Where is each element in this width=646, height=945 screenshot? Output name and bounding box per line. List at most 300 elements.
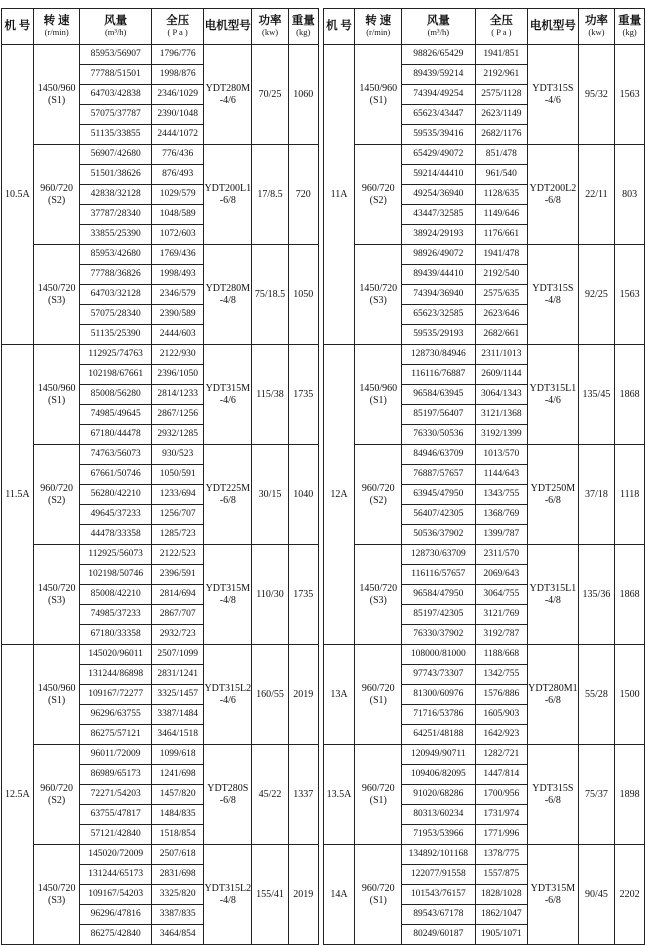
airflow-cell: 109406/82095 — [402, 765, 475, 785]
power-cell: 115/38 — [252, 345, 289, 445]
pressure-cell: 2575/1128 — [475, 85, 528, 105]
airflow-cell: 72271/54203 — [80, 785, 151, 805]
motor-model: YDT315S — [532, 83, 574, 94]
motor-cell — [528, 45, 578, 145]
power-cell: 75/37 — [578, 745, 615, 845]
motor-poles: -4/8 — [219, 594, 236, 606]
speed-value: 1450/720 — [359, 283, 398, 294]
pressure-cell: 1343/755 — [475, 485, 528, 505]
fan-model-cell: 12A — [323, 345, 355, 645]
airflow-cell: 56280/42210 — [80, 485, 151, 505]
pressure-cell: 1128/635 — [475, 185, 528, 205]
airflow-cell: 96296/63755 — [80, 705, 151, 725]
weight-cell: 1050 — [288, 245, 318, 345]
motor-cell — [204, 545, 252, 645]
table-row — [323, 745, 644, 765]
pressure-cell: 1998/493 — [151, 265, 204, 285]
speed-value: 1450/960 — [37, 683, 76, 694]
table-row — [2, 645, 319, 665]
motor-model: YDT315L2 — [204, 883, 252, 894]
speed-cell — [33, 545, 80, 645]
motor-model: YDT225M — [205, 483, 251, 494]
airflow-cell: 85008/56280 — [80, 385, 151, 405]
pressure-cell: 3121/1368 — [475, 405, 528, 425]
motor-cell — [528, 245, 578, 345]
airflow-cell: 85953/42680 — [80, 245, 151, 265]
motor-cell — [528, 545, 578, 645]
motor-model: YDT315L1 — [529, 383, 577, 394]
spec-table-left — [1, 8, 319, 945]
power-cell: 135/36 — [578, 545, 615, 645]
motor-cell — [528, 145, 578, 245]
airflow-cell: 84946/63709 — [402, 445, 475, 465]
airflow-cell: 51135/25390 — [80, 325, 151, 345]
pressure-cell: 1700/956 — [475, 785, 528, 805]
pressure-cell: 851/478 — [475, 145, 528, 165]
airflow-cell: 56907/42680 — [80, 145, 151, 165]
pressure-cell: 3464/854 — [151, 925, 204, 945]
airflow-cell: 77788/51501 — [80, 65, 151, 85]
speed-series: (S1) — [369, 894, 387, 906]
weight-cell: 1868 — [615, 345, 645, 445]
pressure-cell: 1862/1047 — [475, 905, 528, 925]
airflow-cell: 85953/56907 — [80, 45, 151, 65]
airflow-cell: 76887/57657 — [402, 465, 475, 485]
motor-cell — [528, 745, 578, 845]
airflow-cell: 89439/44410 — [402, 265, 475, 285]
weight-cell: 2019 — [288, 645, 318, 745]
pressure-cell: 1576/886 — [475, 685, 528, 705]
header-row — [2, 9, 319, 45]
motor-model: YDT280M — [205, 283, 251, 294]
pressure-cell: 2390/1048 — [151, 105, 204, 125]
speed-value: 1450/720 — [359, 583, 398, 594]
pressure-cell: 2396/591 — [151, 565, 204, 585]
speed-value: 960/720 — [40, 483, 73, 494]
speed-cell — [33, 145, 80, 245]
pressure-cell: 2623/646 — [475, 305, 528, 325]
speed-cell — [355, 145, 402, 245]
motor-poles: -4/8 — [544, 294, 561, 306]
motor-poles: -6/8 — [219, 194, 236, 206]
airflow-cell: 101543/76157 — [402, 885, 475, 905]
airflow-cell: 80313/60234 — [402, 805, 475, 825]
airflow-cell: 131244/86898 — [80, 665, 151, 685]
speed-value: 960/720 — [40, 183, 73, 194]
airflow-cell: 96296/47816 — [80, 905, 151, 925]
motor-poles: -6/8 — [544, 194, 561, 206]
pressure-cell: 1050/591 — [151, 465, 204, 485]
airflow-cell: 42838/32128 — [80, 185, 151, 205]
header-pressure: 全压 ( P a ) — [475, 9, 528, 45]
motor-poles: -6/8 — [544, 794, 561, 806]
airflow-cell: 71953/53966 — [402, 825, 475, 845]
motor-cell — [528, 845, 578, 945]
speed-series: (S3) — [369, 594, 387, 606]
power-cell: 22/11 — [578, 145, 615, 245]
pressure-cell: 1149/646 — [475, 205, 528, 225]
table-row — [323, 145, 644, 165]
airflow-cell: 65429/49072 — [402, 145, 475, 165]
pressure-cell: 3325/820 — [151, 885, 204, 905]
table-row — [2, 745, 319, 765]
motor-model: YDT315M — [205, 383, 251, 394]
speed-value: 960/720 — [361, 683, 395, 694]
airflow-cell: 71716/53786 — [402, 705, 475, 725]
speed-cell — [33, 245, 80, 345]
power-cell: 92/25 — [578, 245, 615, 345]
pressure-cell: 1769/436 — [151, 245, 204, 265]
pressure-cell: 930/523 — [151, 445, 204, 465]
speed-series: (S3) — [48, 594, 66, 606]
power-cell: 55/28 — [578, 645, 615, 745]
pressure-cell: 2507/1099 — [151, 645, 204, 665]
fan-model-cell: 11A — [323, 45, 355, 345]
pressure-cell: 1731/974 — [475, 805, 528, 825]
pressure-cell: 1144/643 — [475, 465, 528, 485]
motor-model: YDT315M — [530, 883, 576, 894]
pressure-cell: 1518/854 — [151, 825, 204, 845]
power-cell: 45/22 — [252, 745, 289, 845]
pressure-cell: 1029/579 — [151, 185, 204, 205]
weight-cell: 1500 — [615, 645, 645, 745]
header-row — [323, 9, 644, 45]
motor-cell — [528, 445, 578, 545]
motor-cell — [204, 745, 252, 845]
pressure-cell: 3387/1484 — [151, 705, 204, 725]
pressure-cell: 1241/698 — [151, 765, 204, 785]
motor-model: YDT315M — [205, 583, 251, 594]
airflow-cell: 57075/28340 — [80, 305, 151, 325]
speed-value: 1450/720 — [37, 583, 76, 594]
pressure-cell: 2444/603 — [151, 325, 204, 345]
airflow-cell: 85008/42210 — [80, 585, 151, 605]
pressure-cell: 2507/618 — [151, 845, 204, 865]
table-row — [323, 445, 644, 465]
header-power: 功率 (kw) — [578, 9, 615, 45]
power-cell: 17/8.5 — [252, 145, 289, 245]
pressure-cell: 1099/618 — [151, 745, 204, 765]
pressure-cell: 1796/776 — [151, 45, 204, 65]
speed-series: (S1) — [369, 794, 387, 806]
header-speed: 转 速 (r/min) — [355, 9, 402, 45]
motor-cell — [204, 245, 252, 345]
airflow-cell: 77788/36826 — [80, 265, 151, 285]
pressure-cell: 2814/694 — [151, 585, 204, 605]
speed-value: 960/720 — [361, 483, 395, 494]
pressure-cell: 2867/1256 — [151, 405, 204, 425]
speed-series: (S3) — [48, 294, 66, 306]
airflow-cell: 122077/91558 — [402, 865, 475, 885]
power-cell: 95/32 — [578, 45, 615, 145]
weight-cell: 1060 — [288, 45, 318, 145]
table-row — [323, 245, 644, 265]
motor-model: YDT250M — [530, 483, 576, 494]
airflow-cell: 108000/81000 — [402, 645, 475, 665]
airflow-cell: 63755/47817 — [80, 805, 151, 825]
power-cell: 135/45 — [578, 345, 615, 445]
table-row — [323, 845, 644, 865]
airflow-cell: 37787/28340 — [80, 205, 151, 225]
airflow-cell: 112925/74763 — [80, 345, 151, 365]
header-airflow: 风量 (m³/h) — [80, 9, 151, 45]
speed-cell — [33, 345, 80, 445]
table-row — [323, 645, 644, 665]
airflow-cell: 89439/59214 — [402, 65, 475, 85]
fan-model-cell: 10.5A — [2, 45, 34, 345]
pressure-cell: 3325/1457 — [151, 685, 204, 705]
motor-cell — [528, 345, 578, 445]
airflow-cell: 102198/67661 — [80, 365, 151, 385]
motor-model: YDT200L1 — [204, 183, 252, 194]
airflow-cell: 80249/60187 — [402, 925, 475, 945]
fan-model-cell: 13.5A — [323, 745, 355, 845]
speed-cell — [33, 445, 80, 545]
speed-series: (S1) — [48, 94, 66, 106]
airflow-cell: 97743/73307 — [402, 665, 475, 685]
airflow-cell: 64703/42838 — [80, 85, 151, 105]
airflow-cell: 96011/72009 — [80, 745, 151, 765]
motor-poles: -4/8 — [219, 294, 236, 306]
airflow-cell: 102198/50746 — [80, 565, 151, 585]
speed-value: 960/720 — [361, 883, 395, 894]
fan-model-cell: 11.5A — [2, 345, 34, 645]
power-cell: 155/41 — [252, 845, 289, 945]
airflow-cell: 91020/68286 — [402, 785, 475, 805]
airflow-cell: 85197/56407 — [402, 405, 475, 425]
motor-poles: -4/8 — [544, 594, 561, 606]
speed-series: (S1) — [48, 694, 66, 706]
pressure-cell: 3192/787 — [475, 625, 528, 645]
weight-cell: 1040 — [288, 445, 318, 545]
pressure-cell: 2192/540 — [475, 265, 528, 285]
motor-cell — [528, 645, 578, 745]
pressure-cell: 1941/478 — [475, 245, 528, 265]
airflow-cell: 128730/84946 — [402, 345, 475, 365]
weight-cell: 2019 — [288, 845, 318, 945]
pressure-cell: 2814/1233 — [151, 385, 204, 405]
airflow-cell: 51501/38626 — [80, 165, 151, 185]
airflow-cell: 59214/44410 — [402, 165, 475, 185]
speed-value: 1450/720 — [37, 883, 76, 894]
airflow-cell: 98926/49072 — [402, 245, 475, 265]
header-speed: 转 速 (r/min) — [33, 9, 80, 45]
airflow-cell: 112925/56073 — [80, 545, 151, 565]
pressure-cell: 2346/1029 — [151, 85, 204, 105]
pressure-cell: 2831/1241 — [151, 665, 204, 685]
pressure-cell: 1233/694 — [151, 485, 204, 505]
power-cell: 160/55 — [252, 645, 289, 745]
header-weight: 重量 (kg) — [288, 9, 318, 45]
pressure-cell: 2682/1176 — [475, 125, 528, 145]
header-weight: 重量 (kg) — [615, 9, 645, 45]
motor-cell — [204, 345, 252, 445]
pressure-cell: 2932/1285 — [151, 425, 204, 445]
speed-value: 1450/720 — [37, 283, 76, 294]
speed-cell — [355, 545, 402, 645]
motor-poles: -6/8 — [544, 494, 561, 506]
table-row — [323, 545, 644, 565]
airflow-cell: 43447/32585 — [402, 205, 475, 225]
pressure-cell: 1642/923 — [475, 725, 528, 745]
weight-cell: 1118 — [615, 445, 645, 545]
airflow-cell: 74394/36940 — [402, 285, 475, 305]
airflow-cell: 65623/32585 — [402, 305, 475, 325]
header-model: 机 号 — [323, 9, 355, 45]
pressure-cell: 2390/589 — [151, 305, 204, 325]
speed-value: 1450/960 — [37, 83, 76, 94]
airflow-cell: 76330/37902 — [402, 625, 475, 645]
airflow-cell: 85197/42305 — [402, 605, 475, 625]
pressure-cell: 1048/589 — [151, 205, 204, 225]
motor-poles: -6/8 — [544, 894, 561, 906]
pressure-cell: 1457/820 — [151, 785, 204, 805]
weight-cell: 1898 — [615, 745, 645, 845]
airflow-cell: 134892/101168 — [402, 845, 475, 865]
speed-cell — [355, 45, 402, 145]
pressure-cell: 1378/775 — [475, 845, 528, 865]
airflow-cell: 67180/44478 — [80, 425, 151, 445]
airflow-cell: 38924/29193 — [402, 225, 475, 245]
power-cell: 30/15 — [252, 445, 289, 545]
airflow-cell: 67661/50746 — [80, 465, 151, 485]
pressure-cell: 1605/903 — [475, 705, 528, 725]
pressure-cell: 1285/723 — [151, 525, 204, 545]
pressure-cell: 1484/835 — [151, 805, 204, 825]
pressure-cell: 2444/1072 — [151, 125, 204, 145]
motor-model: YDT315S — [532, 783, 574, 794]
speed-value: 960/720 — [361, 183, 395, 194]
airflow-cell: 145020/96011 — [80, 645, 151, 665]
airflow-cell: 145020/72009 — [80, 845, 151, 865]
speed-cell — [33, 745, 80, 845]
weight-cell: 720 — [288, 145, 318, 245]
pressure-cell: 2346/579 — [151, 285, 204, 305]
pressure-cell: 2932/723 — [151, 625, 204, 645]
motor-poles: -4/6 — [544, 394, 561, 406]
airflow-cell: 74394/49254 — [402, 85, 475, 105]
pressure-cell: 2122/930 — [151, 345, 204, 365]
airflow-cell: 56407/42305 — [402, 505, 475, 525]
airflow-cell: 109167/72277 — [80, 685, 151, 705]
airflow-cell: 65623/43447 — [402, 105, 475, 125]
weight-cell: 803 — [615, 145, 645, 245]
airflow-cell: 81300/60976 — [402, 685, 475, 705]
speed-series: (S2) — [48, 494, 66, 506]
airflow-cell: 98826/65429 — [402, 45, 475, 65]
speed-cell — [33, 845, 80, 945]
pressure-cell: 2831/698 — [151, 865, 204, 885]
weight-cell: 1563 — [615, 45, 645, 145]
table-row — [2, 845, 319, 865]
motor-cell — [204, 645, 252, 745]
weight-cell: 1563 — [615, 245, 645, 345]
airflow-cell: 128730/63709 — [402, 545, 475, 565]
speed-cell — [355, 645, 402, 745]
pressure-cell: 3192/1399 — [475, 425, 528, 445]
pressure-cell: 1013/570 — [475, 445, 528, 465]
airflow-cell: 86275/57121 — [80, 725, 151, 745]
airflow-cell: 109167/54203 — [80, 885, 151, 905]
airflow-cell: 116116/57657 — [402, 565, 475, 585]
pressure-cell: 2867/707 — [151, 605, 204, 625]
power-cell: 75/18.5 — [252, 245, 289, 345]
header-airflow: 风量 (m³/h) — [402, 9, 475, 45]
table-row — [2, 245, 319, 265]
pressure-cell: 1905/1071 — [475, 925, 528, 945]
weight-cell: 1868 — [615, 545, 645, 645]
fan-model-cell: 13A — [323, 645, 355, 745]
speed-series: (S2) — [48, 194, 66, 206]
pressure-cell: 1447/814 — [475, 765, 528, 785]
speed-series: (S3) — [369, 294, 387, 306]
airflow-cell: 51135/33855 — [80, 125, 151, 145]
speed-series: (S1) — [48, 394, 66, 406]
pressure-cell: 1342/755 — [475, 665, 528, 685]
pressure-cell: 2122/523 — [151, 545, 204, 565]
motor-model: YDT200L2 — [529, 183, 577, 194]
airflow-cell: 33855/25390 — [80, 225, 151, 245]
motor-model: YDT315L2 — [204, 683, 252, 694]
weight-cell: 2202 — [615, 845, 645, 945]
spec-table-right — [323, 8, 645, 945]
pressure-cell: 2311/1013 — [475, 345, 528, 365]
airflow-cell: 59535/39416 — [402, 125, 475, 145]
airflow-cell: 67180/33358 — [80, 625, 151, 645]
header-power: 功率 (kw) — [252, 9, 289, 45]
airflow-cell: 57121/42840 — [80, 825, 151, 845]
table-row — [2, 145, 319, 165]
airflow-cell: 76330/50536 — [402, 425, 475, 445]
table-row — [2, 545, 319, 565]
table-row — [323, 345, 644, 365]
fan-spec-tables — [1, 8, 645, 945]
airflow-cell: 49645/37233 — [80, 505, 151, 525]
airflow-cell: 89543/67178 — [402, 905, 475, 925]
motor-poles: -6/8 — [219, 494, 236, 506]
speed-value: 1450/960 — [359, 83, 398, 94]
pressure-cell: 2069/643 — [475, 565, 528, 585]
pressure-cell: 776/436 — [151, 145, 204, 165]
airflow-cell: 57075/37787 — [80, 105, 151, 125]
pressure-cell: 1282/721 — [475, 745, 528, 765]
speed-cell — [33, 45, 80, 145]
fan-model-cell: 12.5A — [2, 645, 34, 945]
header-motor: 电机型号 — [528, 9, 578, 45]
pressure-cell: 1072/603 — [151, 225, 204, 245]
weight-cell: 1337 — [288, 745, 318, 845]
pressure-cell: 961/540 — [475, 165, 528, 185]
motor-model: YDT315S — [532, 283, 574, 294]
airflow-cell: 131244/65173 — [80, 865, 151, 885]
airflow-cell: 63945/47950 — [402, 485, 475, 505]
speed-value: 960/720 — [361, 783, 395, 794]
header-motor: 电机型号 — [204, 9, 252, 45]
pressure-cell: 1256/707 — [151, 505, 204, 525]
speed-cell — [355, 245, 402, 345]
pressure-cell: 2396/1050 — [151, 365, 204, 385]
airflow-cell: 74763/56073 — [80, 445, 151, 465]
pressure-cell: 3387/835 — [151, 905, 204, 925]
airflow-cell: 50536/37902 — [402, 525, 475, 545]
motor-poles: -4/6 — [219, 694, 236, 706]
pressure-cell: 3064/1343 — [475, 385, 528, 405]
pressure-cell: 1399/787 — [475, 525, 528, 545]
motor-cell — [204, 145, 252, 245]
airflow-cell: 49254/36940 — [402, 185, 475, 205]
pressure-cell: 3121/769 — [475, 605, 528, 625]
motor-cell — [204, 845, 252, 945]
